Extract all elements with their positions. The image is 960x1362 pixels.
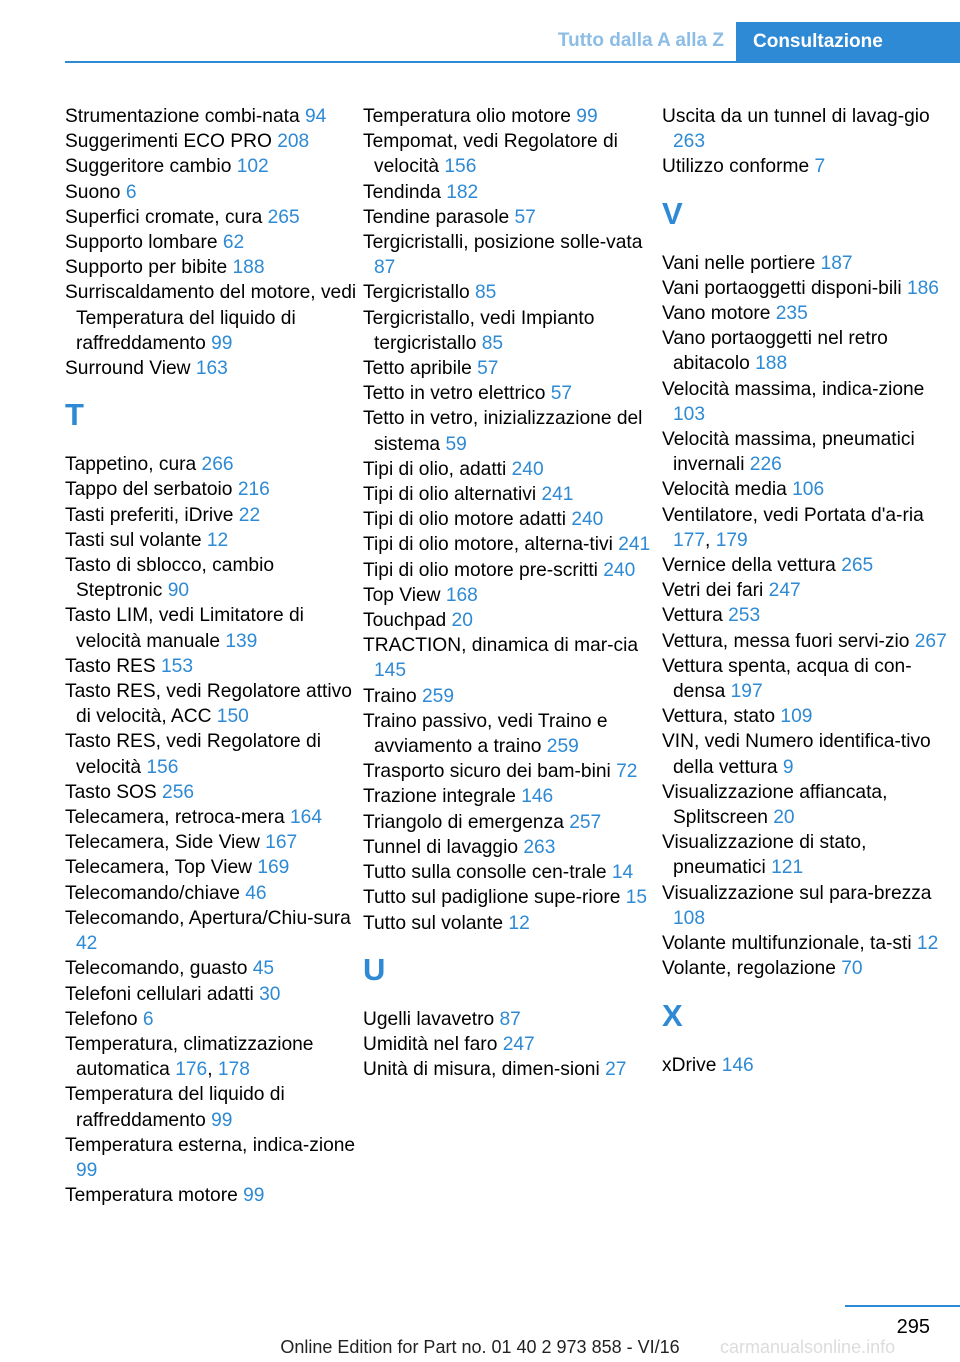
index-entry-text: Tasto RES, vedi Regolatore attivo di velocità, ACC — [65, 681, 352, 728]
page-reference-separator: , — [207, 1059, 218, 1081]
index-entry-text: Vani portaoggetti disponi-bili — [662, 277, 907, 299]
page-reference-link[interactable]: 208 — [277, 131, 310, 153]
page-reference-link[interactable]: 177 — [673, 529, 706, 551]
page-reference-link[interactable]: 226 — [749, 454, 782, 476]
index-entry — [65, 255, 357, 280]
index-entry-text: Vano portaoggetti nel retro abitacolo — [662, 328, 888, 375]
page-reference-link[interactable]: 257 — [569, 811, 602, 833]
index-entry — [363, 709, 655, 759]
index-entry-text: Tendinda — [363, 181, 447, 203]
index-section-letter: T — [65, 397, 84, 433]
index-entry-text: Traino — [363, 685, 423, 707]
index-entry — [363, 457, 655, 482]
index-entry — [662, 830, 960, 880]
page-reference-link[interactable]: 46 — [245, 882, 267, 904]
index-entry-text: Temperatura motore — [65, 1185, 244, 1207]
index-entry — [363, 558, 655, 583]
page-reference-link[interactable]: 90 — [167, 580, 190, 602]
page-reference-link[interactable]: 182 — [446, 181, 479, 203]
index-entry — [363, 583, 655, 608]
index-entry — [662, 1053, 960, 1078]
index-entry-text: Tipi di olio alternativi — [363, 484, 542, 506]
index-entry-text: Telefono — [65, 1008, 143, 1030]
page-reference-link[interactable]: 7 — [814, 156, 826, 178]
index-entry-text: Tergicristalli, posizione solle-vata — [363, 232, 643, 254]
page-reference-link[interactable]: 22 — [238, 504, 261, 526]
page-reference-link[interactable]: 9 — [782, 756, 794, 778]
index-entry — [662, 251, 960, 276]
index-entry — [65, 452, 357, 477]
index-entry-text: Tasto RES — [65, 655, 161, 677]
page-reference-link[interactable]: 267 — [914, 630, 947, 652]
index-entry-text: Visualizzazione affiancata, Splitscreen — [662, 781, 888, 829]
edition-note: Online Edition for Part no. 01 40 2 973 858 - VI/16 — [280, 1337, 680, 1357]
page-reference-link[interactable]: 94 — [304, 106, 327, 127]
index-entry — [65, 1032, 357, 1082]
index-entry — [662, 956, 960, 981]
index-entry-text: Tipi di olio, adatti — [363, 458, 512, 480]
page-reference-link[interactable]: 266 — [201, 454, 234, 476]
section-link[interactable]: Tutto dalla A alla Z — [557, 30, 724, 51]
index-entry-text: Vettura — [662, 605, 729, 627]
page-reference-link[interactable]: 146 — [721, 1054, 754, 1076]
page-number: 295 — [896, 1316, 930, 1338]
index-entry — [65, 805, 357, 830]
index-entry-text: Tasto di sblocco, cambio Steptronic — [65, 555, 275, 602]
index-entry — [363, 633, 655, 683]
index-entry — [363, 129, 655, 179]
index-entry-text: Velocità media — [662, 479, 793, 501]
index-entry-text: Traino passivo, vedi Traino e avviamento a traino — [363, 710, 608, 758]
index-entry — [662, 503, 960, 553]
index-entry-text: Tasto SOS — [65, 781, 163, 803]
index-entry — [363, 180, 655, 205]
page-reference-link[interactable]: 12 — [206, 529, 229, 551]
index-entry-text: Tasto RES, vedi Regolatore di velocità — [65, 731, 321, 778]
index-entry-text: Telecamera, Side View — [65, 832, 266, 854]
index-entry — [65, 881, 357, 906]
index-entry — [363, 205, 655, 230]
index-entry — [65, 729, 357, 779]
index-entry-text: Unità di misura, dimen-sioni — [363, 1059, 606, 1081]
page-reference-link[interactable]: 109 — [780, 706, 813, 728]
index-entry-text: Visualizzazione di stato, pneumatici — [662, 832, 867, 879]
page-reference-link[interactable]: 6 — [125, 181, 137, 203]
index-entry-text: Tappetino, cura — [65, 454, 202, 476]
index-entry-text: Supporto lombare — [65, 232, 223, 254]
index-entry — [65, 180, 357, 205]
index-section-letter: U — [363, 951, 386, 987]
index-entry-text: Tunnel di lavaggio — [363, 836, 524, 858]
page-reference-link[interactable]: 263 — [673, 131, 706, 153]
index-entry — [65, 1082, 357, 1132]
page-reference-link[interactable]: 240 — [603, 559, 636, 581]
index-entry — [662, 477, 960, 502]
page-reference-link[interactable]: 179 — [715, 529, 748, 551]
index-entry-text: Suggeritore cambio — [65, 156, 237, 178]
index-entry — [363, 1007, 655, 1032]
index-entry — [65, 654, 357, 679]
page-reference-link[interactable]: 139 — [225, 630, 258, 652]
index-entry — [363, 835, 655, 860]
watermark: carmanualsonline.info — [720, 1337, 896, 1357]
page-reference-link[interactable]: 106 — [792, 479, 825, 501]
page-reference-link[interactable]: 72 — [616, 761, 638, 783]
page-reference-link[interactable]: 216 — [237, 479, 270, 501]
page-reference-link[interactable]: 176 — [175, 1059, 208, 1081]
index-entry — [662, 427, 960, 477]
index-entry-text: Uscita da un tunnel di lavag-gio — [662, 106, 930, 127]
page-reference-link[interactable]: 59 — [445, 433, 467, 455]
page-reference-link[interactable]: 247 — [502, 1033, 535, 1055]
index-entry-text: Vettura, stato — [662, 706, 781, 728]
index-entry-text: Strumentazione combi-nata — [65, 106, 305, 127]
page-reference-link[interactable]: 145 — [374, 660, 407, 682]
index-entry — [662, 553, 960, 578]
index-entry-text: Telecamera, retroca-mera — [65, 807, 290, 829]
index-entry — [662, 704, 960, 729]
index-entry — [363, 810, 655, 835]
index-entry-text: Tendine parasole — [363, 206, 515, 228]
index-entry — [363, 482, 655, 507]
index-entry-text: Tipi di olio motore pre-scritti — [363, 559, 604, 581]
index-entry — [363, 608, 655, 633]
page-reference-link[interactable]: 99 — [211, 1109, 233, 1131]
index-entry — [363, 230, 655, 280]
index-entry-text: Surriscaldamento del motore, vedi Temperatura del liquido di raffreddamento — [65, 282, 357, 354]
page-reference-link[interactable]: 12 — [508, 912, 530, 934]
index-entry — [662, 629, 960, 654]
page-reference-link[interactable]: 85 — [481, 332, 504, 354]
index-entry — [65, 906, 357, 956]
index-entry — [363, 911, 655, 936]
index-column-2 — [363, 104, 655, 1082]
page-reference-link[interactable]: 241 — [618, 534, 651, 556]
index-entry-text: Umidità nel faro — [363, 1033, 503, 1055]
page-reference-link[interactable]: 85 — [474, 282, 497, 304]
index-entry — [65, 129, 357, 154]
index-entry — [65, 679, 357, 729]
index-entry-text: Tutto sulla consolle cen-trale — [363, 862, 612, 884]
index-entry-text: Tetto apribile — [363, 358, 478, 380]
page-reference-link[interactable]: 20 — [773, 807, 795, 829]
page-reference-link[interactable]: 188 — [755, 353, 788, 375]
page-reference-link[interactable]: 256 — [162, 781, 195, 803]
index-entry-text: TRACTION, dinamica di mar-cia — [363, 635, 639, 657]
page-reference-link[interactable]: 265 — [267, 206, 300, 228]
index-entry-text: Ugelli lavavetro — [363, 1008, 500, 1030]
page-reference-link[interactable]: 187 — [820, 252, 853, 274]
index-entry — [662, 780, 960, 830]
index-entry — [662, 276, 960, 301]
index-entry — [65, 855, 357, 880]
index-entry — [363, 784, 655, 809]
index-entry — [662, 104, 960, 154]
index-entry-text: Tutto sul volante — [363, 912, 509, 934]
index-entry-text: Telecamera, Top View — [65, 857, 258, 879]
page-reference-link[interactable]: 188 — [232, 257, 265, 279]
index-entry — [363, 406, 655, 456]
index-entry — [363, 885, 655, 910]
index-entry-text: Velocità massima, pneumatici invernali — [662, 429, 915, 476]
page-reference-link[interactable]: 20 — [451, 610, 473, 632]
page-reference-link[interactable]: 45 — [252, 958, 275, 980]
index-entry — [65, 503, 357, 528]
index-entry-text: Visualizzazione sul para-brezza — [662, 882, 932, 904]
index-entry — [363, 507, 655, 532]
page-reference-link[interactable]: 99 — [576, 106, 598, 127]
index-entry-text: Velocità massima, indica-zione — [662, 378, 925, 400]
index-entry-text: Tetto in vetro elettrico — [363, 383, 551, 405]
index-entry — [363, 381, 655, 406]
index-entry-text: Tipi di olio motore adatti — [363, 509, 572, 531]
chapter-tab[interactable]: Consultazione — [736, 22, 960, 62]
index-entry-text: Top View — [363, 584, 446, 606]
index-entry-text: Ventilatore, vedi Portata d'a-ria — [662, 504, 924, 526]
index-entry — [363, 759, 655, 784]
page-reference-link[interactable]: 108 — [673, 907, 706, 929]
page-reference-link[interactable]: 265 — [841, 555, 874, 577]
page-reference-link[interactable]: 87 — [374, 257, 396, 279]
index-entry — [65, 553, 357, 603]
index-entry-text: Vettura, messa fuori servi-zio — [662, 630, 915, 652]
index-entry-text: Tasto LIM, vedi Limitatore di velocità manuale — [65, 605, 304, 652]
page-reference-link[interactable]: 186 — [906, 277, 939, 299]
index-entry — [662, 578, 960, 603]
page-reference-link[interactable]: 153 — [160, 655, 193, 677]
index-entry-text: Tasti preferiti, iDrive — [65, 504, 239, 526]
index-entry-text: Tutto sul padiglione supe-riore — [363, 887, 626, 909]
index-entry — [363, 1032, 655, 1057]
index-entry — [65, 956, 357, 981]
index-entry-text: Tergicristallo — [363, 282, 475, 304]
index-entry-text: Volante, regolazione — [662, 958, 842, 980]
page-reference-link[interactable]: 163 — [195, 358, 228, 380]
index-entry-text: Temperatura del liquido di raffreddamento — [65, 1084, 285, 1131]
index-entry-text: Surround View — [65, 358, 196, 380]
index-entry-text: Utilizzo conforme — [662, 156, 815, 178]
page-reference-link[interactable]: 167 — [265, 832, 298, 854]
page-reference-link[interactable]: 99 — [243, 1185, 265, 1207]
index-entry — [65, 1183, 357, 1208]
index-entry-text: Triangolo di emergenza — [363, 811, 570, 833]
index-entry — [363, 356, 655, 381]
index-entry — [363, 684, 655, 709]
page-reference-link[interactable]: 121 — [771, 857, 804, 879]
index-entry-text: Tergicristallo, vedi Impianto tergicristallo — [363, 307, 595, 354]
index-entry — [65, 154, 357, 179]
page-reference-link[interactable]: 62 — [222, 232, 245, 254]
page-reference-link[interactable]: 178 — [217, 1059, 250, 1081]
page-reference-link[interactable]: 164 — [290, 807, 323, 829]
index-section-letter: V — [662, 195, 683, 231]
page-reference-link[interactable]: 235 — [775, 303, 808, 325]
page-reference-link[interactable]: 57 — [477, 358, 499, 380]
footer-rule — [845, 1305, 960, 1307]
index-entry — [662, 301, 960, 326]
page-reference-link[interactable]: 169 — [257, 857, 290, 879]
page-reference-link[interactable]: 240 — [571, 509, 604, 531]
index-entry — [65, 528, 357, 553]
index-entry — [662, 654, 960, 704]
index-entry-text: Vani nelle portiere — [662, 252, 821, 274]
index-entry-text: Tetto in vetro, inizializzazione del sistema — [363, 408, 643, 455]
index-entry — [65, 356, 357, 381]
index-entry-text: Temperatura olio motore — [363, 106, 577, 127]
index-entry — [65, 1133, 357, 1183]
index-entry — [662, 326, 960, 376]
page-reference-link[interactable]: 27 — [605, 1059, 627, 1081]
index-entry-text: Touchpad — [363, 610, 452, 632]
page-reference-link[interactable]: 70 — [841, 958, 863, 980]
index-entry-text: Suggerimenti ECO PRO — [65, 131, 278, 153]
index-entry-text: Trazione integrale — [363, 786, 522, 808]
page-reference-link[interactable]: 241 — [541, 484, 574, 506]
index-entry — [662, 154, 960, 179]
index-entry-text: Tappo del serbatoio — [65, 479, 238, 501]
page-reference-link[interactable]: 102 — [236, 156, 269, 178]
page-reference-link[interactable]: 14 — [611, 862, 634, 884]
index-column-1 — [65, 104, 357, 1208]
header-rule — [65, 61, 960, 63]
index-section-letter: X — [662, 997, 683, 1033]
index-entry — [363, 1057, 655, 1082]
page-reference-link[interactable]: 57 — [550, 383, 573, 405]
index-entry-text: Suono — [65, 181, 126, 203]
page-reference-link[interactable]: 240 — [511, 458, 544, 480]
page-reference-link[interactable]: 30 — [259, 983, 281, 1005]
page-reference-link[interactable]: 253 — [728, 605, 761, 627]
index-entry-text: Telefoni cellulari adatti — [65, 983, 260, 1005]
index-entry — [65, 982, 357, 1007]
index-entry-text: Vettura spenta, acqua di con-densa — [662, 655, 912, 703]
index-entry — [65, 830, 357, 855]
page-reference-link[interactable]: 146 — [521, 786, 554, 808]
index-entry-text: Tasti sul volante — [65, 529, 207, 551]
page-reference-link[interactable]: 168 — [445, 584, 478, 606]
index-entry — [363, 306, 655, 356]
page-reference-link[interactable]: 156 — [146, 756, 179, 778]
page-reference-link[interactable]: 6 — [142, 1008, 154, 1030]
index-entry-text: Telecomando/chiave — [65, 882, 246, 904]
page-reference-link[interactable]: 99 — [76, 1159, 98, 1181]
page-reference-link[interactable]: 150 — [216, 706, 249, 728]
index-entry — [363, 532, 655, 557]
index-entry-text: Trasporto sicuro dei bam-bini — [363, 761, 617, 783]
page-reference-link[interactable]: 12 — [916, 933, 939, 955]
page-reference-link[interactable]: 259 — [422, 685, 455, 707]
index-entry — [65, 477, 357, 502]
page-reference-link[interactable]: 247 — [768, 580, 801, 602]
index-entry-text: Telecomando, Apertura/Chiu-sura — [65, 907, 351, 929]
page-reference-separator: , — [705, 529, 716, 551]
page-reference-link[interactable]: 156 — [444, 156, 477, 178]
index-entry-text: Tipi di olio motore, alterna-tivi — [363, 534, 619, 556]
page-reference-link[interactable]: 87 — [499, 1008, 521, 1030]
index-entry-text: Supporto per bibite — [65, 257, 233, 279]
index-entry-text: Volante multifunzionale, ta-sti — [662, 933, 917, 955]
index-entry-text: Telecomando, guasto — [65, 958, 253, 980]
index-entry-text: Vernice della vettura — [662, 555, 842, 577]
index-entry-text: Tempomat, vedi Regolatore di velocità — [363, 131, 618, 178]
page-reference-link[interactable]: 197 — [730, 681, 763, 703]
index-entry — [662, 729, 960, 779]
index-entry — [662, 377, 960, 427]
page-reference-link[interactable]: 15 — [625, 887, 648, 909]
index-entry-text: Vano motore — [662, 303, 776, 325]
page-reference-link[interactable]: 99 — [211, 332, 233, 354]
index-entry — [363, 280, 655, 305]
index-entry-text: Vetri dei fari — [662, 580, 769, 602]
index-entry — [363, 860, 655, 885]
index-entry — [65, 230, 357, 255]
index-entry — [65, 104, 357, 129]
page-reference-link[interactable]: 57 — [514, 206, 536, 228]
index-entry — [662, 931, 960, 956]
page-reference-link[interactable]: 103 — [673, 403, 706, 425]
page-reference-link[interactable]: 42 — [76, 933, 98, 955]
index-entry — [65, 780, 357, 805]
index-entry — [65, 280, 357, 356]
index-entry — [363, 104, 655, 129]
index-entry-text: xDrive — [662, 1054, 722, 1076]
index-entry — [65, 205, 357, 230]
index-column-3 — [662, 104, 960, 1078]
index-entry — [662, 603, 960, 628]
page-reference-link[interactable]: 263 — [523, 836, 556, 858]
page-reference-link[interactable]: 259 — [546, 736, 579, 758]
index-entry — [65, 603, 357, 653]
index-entry — [65, 1007, 357, 1032]
index-entry-text: Temperatura, climatizzazione automatica — [65, 1033, 314, 1081]
index-entry-text: Temperatura esterna, indica-zione — [65, 1134, 356, 1156]
index-entry — [662, 881, 960, 931]
index-entry-text: VIN, vedi Numero identifica-tivo della vettura — [662, 731, 931, 778]
index-entry-text: Superfici cromate, cura — [65, 206, 268, 228]
